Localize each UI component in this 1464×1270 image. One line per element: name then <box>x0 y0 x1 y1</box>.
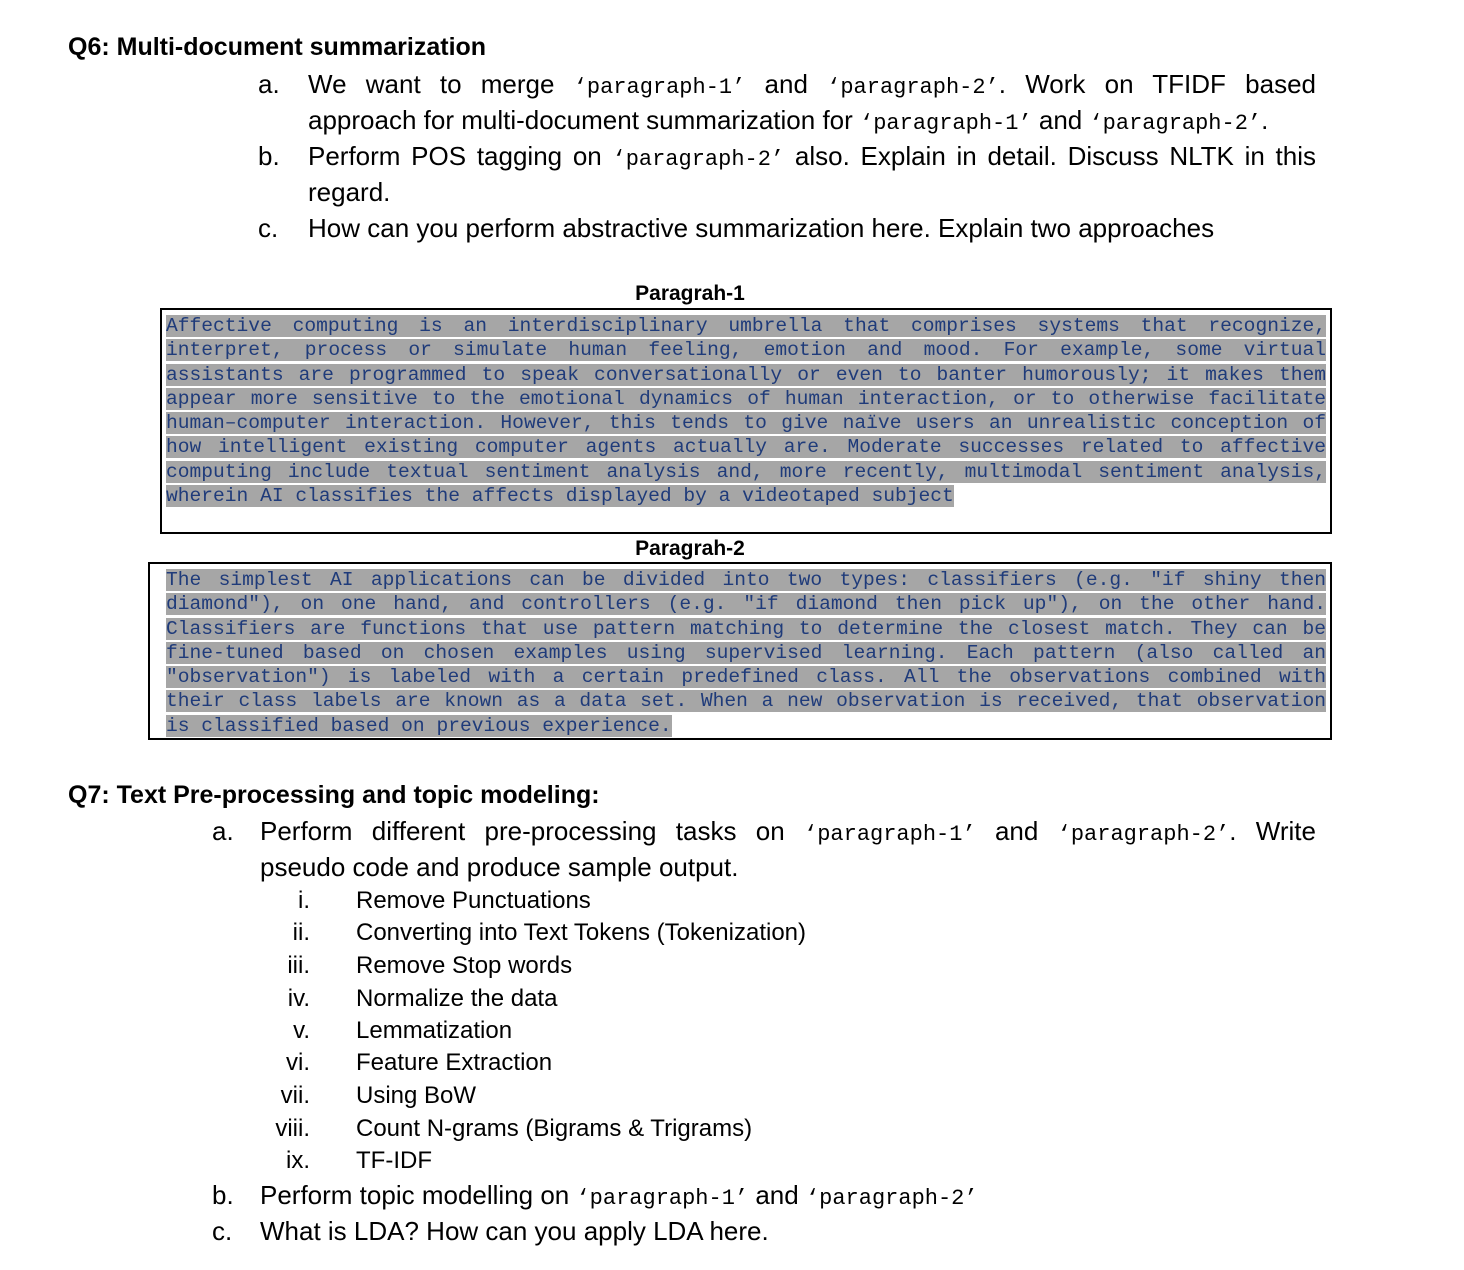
q7-heading: Q7: Text Pre-processing and topic modeling: <box>68 781 600 809</box>
q6-item-b <box>258 138 1318 210</box>
paragraph-2-title: Paragrah-2 <box>635 537 745 560</box>
q7-item-a-line2: pseudo code and produce sample output. <box>260 852 739 882</box>
paragraph-2-ref: ‘paragraph-2’ <box>1089 111 1262 136</box>
q6-item-b-line2: regard. <box>308 177 391 207</box>
q6-item-c <box>258 210 1318 246</box>
q7-item-c-text: What is LDA? How can you apply LDA here. <box>260 1216 769 1246</box>
paragraph-2-box <box>148 562 1332 740</box>
q6-item-a-line1: We want to merge ‘paragraph-1’ and ‘paragraph-2’. Work on TFIDF based <box>308 69 1316 100</box>
q6-item-a-label: a. <box>258 69 280 99</box>
q6-item-b-line1: Perform POS tagging on ‘paragraph-2’ also. Explain in detail. Discuss NLTK in this <box>308 141 1316 172</box>
q6-item-a-line2: approach for multi-document summarization for ‘paragraph-1’ and ‘paragraph-2’. <box>308 105 1269 136</box>
q7-item-b-text: Perform topic modelling on ‘paragraph-1’ and ‘paragraph-2’ <box>260 1180 978 1211</box>
q6-item-c-label: c. <box>258 213 279 243</box>
paragraph-1-title: Paragrah-1 <box>635 282 745 305</box>
paragraph-2-ref: ‘paragraph-2’ <box>805 1186 978 1211</box>
q7-item-b-label: b. <box>212 1180 234 1210</box>
q7-item-c-label: c. <box>212 1216 233 1246</box>
paragraph-1-box <box>160 308 1332 534</box>
paragraph-1-ref: ‘paragraph-1’ <box>573 75 746 100</box>
q6-item-a <box>258 66 1318 138</box>
paragraph-2-ref: ‘paragraph-2’ <box>827 75 999 100</box>
paragraph-1-text: Affective computing is an interdisciplinary umbrella that comprises systems that recognize, interpret, process or simulate human feeling, emotion and mood. For example, some virtual assistants are programmed to speak conversationally or even to banter humorously; it makes them appear more sensitive to the emotional dynamics of human interaction, or to otherwise facilitate human–computer interaction. However, this tends to give naïve users an unrealistic conception of how intelligent existing computer agents actually are. Moderate successes related to affective computing include textual sentiment analysis and, more recently, multimodal sentiment analysis, wherein AI classifies the affects displayed by a videotaped subject <box>166 315 1326 508</box>
q7-item-a-label: a. <box>212 816 234 846</box>
paragraph-2-ref: ‘paragraph-2’ <box>612 147 785 172</box>
paragraph-1-ref: ‘paragraph-1’ <box>860 111 1032 136</box>
paragraph-1-ref: ‘paragraph-1’ <box>804 822 976 847</box>
q6-item-c-text: How can you perform abstractive summarization here. Explain two approaches <box>308 213 1215 243</box>
q7-item-b <box>212 1177 1318 1213</box>
paragraph-2-ref: ‘paragraph-2’ <box>1057 822 1230 847</box>
q6-heading: Q6: Multi-document summarization <box>68 33 487 61</box>
q7-item-a <box>212 813 1318 885</box>
paragraph-1-ref: ‘paragraph-1’ <box>576 1186 749 1211</box>
q6-item-b-label: b. <box>258 141 280 171</box>
q7-item-a-line1: Perform different pre-processing tasks on ‘paragraph-1’ and ‘paragraph-2’. Write <box>260 816 1316 847</box>
paragraph-2-text: The simplest AI applications can be divided into two types: classifiers (e.g. "if shiny then diamond"), on one hand, and controllers (e.g. "if diamond then pick up"), on the other hand. Classifiers are functions that use pattern matching to determine the closest match. They can be fine-tuned based on chosen examples using supervised learning. Each pattern (also called an "observation") is labeled with a certain predefined class. All the observations combined with their class labels are known as a data set. When a new observation is received, that observation is classified based on previous experience. <box>166 569 1326 737</box>
q7-item-c <box>212 1213 1318 1249</box>
